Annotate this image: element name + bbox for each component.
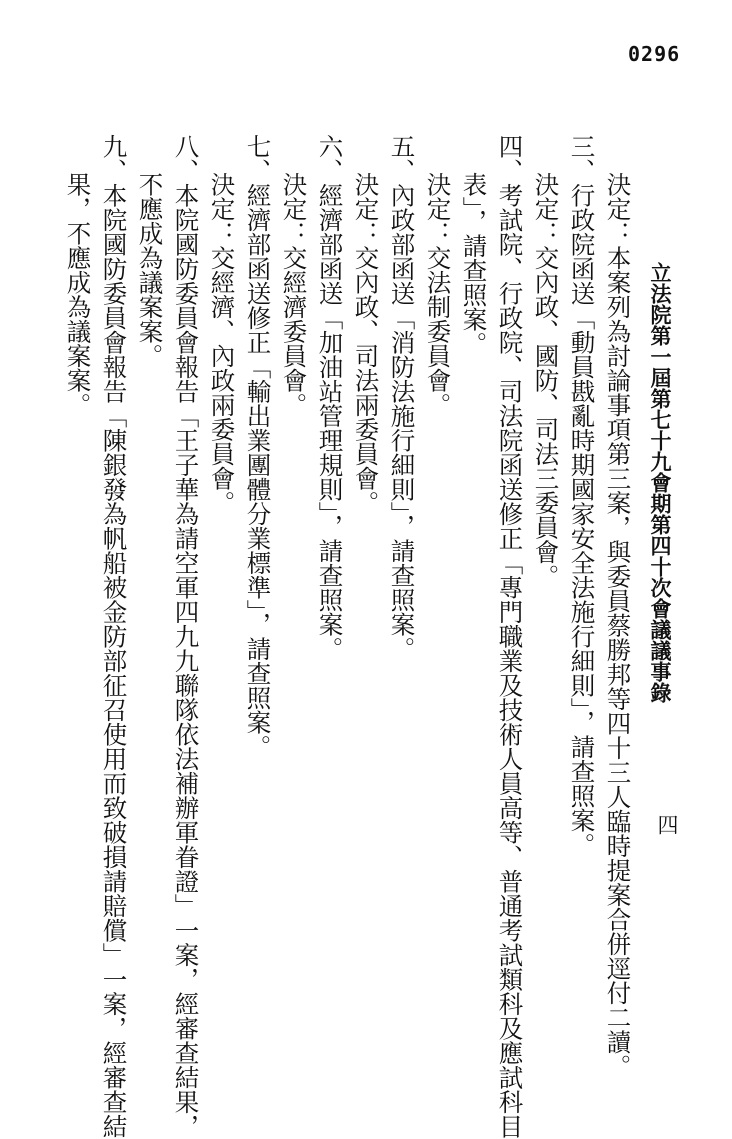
decision-item-5: 決定：交內政、司法兩委員會。 <box>351 172 381 515</box>
page-number: 0296 <box>628 42 681 66</box>
agenda-item-8-continued: 不應成為議案案。 <box>135 172 165 368</box>
agenda-item-3: 三、行政院函送「動員戡亂時期國家安全法施行細則」，請查照案。 <box>567 134 597 857</box>
agenda-item-6: 六、經濟部函送「加油站管理規則」，請查照案。 <box>315 134 345 661</box>
running-header: 立法院第一屆第七十九會期第四十次會議議事錄 <box>648 262 673 703</box>
decision-item-4: 決定：交法制委員會。 <box>423 172 453 417</box>
decision-item-2: 決定：本案列為討論事項第三案，與委員蔡勝邦等四十三人臨時提案合併逕付二讀。 <box>603 172 633 1079</box>
agenda-item-5: 五、內政部函送「消防法施行細則」，請查照案。 <box>387 134 417 661</box>
agenda-item-7: 七、經濟部函送修正「輸出業團體分業標準」，請查照案。 <box>243 134 273 759</box>
agenda-item-4-continued: 表」，請查照案。 <box>459 172 489 356</box>
folio-number: 四 <box>655 814 679 835</box>
agenda-item-9: 九、本院國防委員會報告「陳銀發為帆船被金防部征召使用而致破損請賠償」一案，經審查結 <box>99 134 129 1139</box>
agenda-item-4: 四、考試院、行政院、司法院函送修正「專門職業及技術人員高等、普通考試類科及應試科目 <box>495 134 525 1139</box>
decision-item-3: 決定：交內政、國防、司法三委員會。 <box>531 172 561 589</box>
agenda-item-9-continued: 果，不應成為議案案。 <box>63 172 93 417</box>
decision-item-6: 決定：交經濟委員會。 <box>279 172 309 417</box>
decision-item-7: 決定：交經濟、內政兩委員會。 <box>207 172 237 515</box>
agenda-item-8: 八、本院國防委員會報告「王子華為請空軍四九九聯隊依法補辦軍眷證」一案，經審查結果， <box>171 134 201 1139</box>
